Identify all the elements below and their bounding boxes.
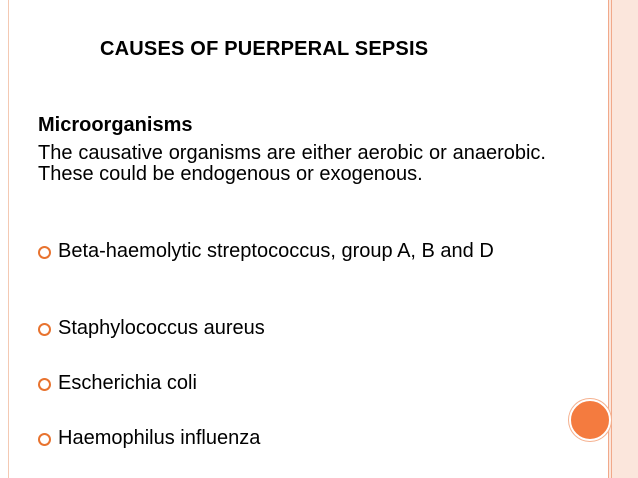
right-border-rule-outer — [608, 0, 609, 478]
bullet-text: Staphylococcus aureus — [58, 317, 265, 339]
slide-title: CAUSES OF PUERPERAL SEPSIS — [100, 38, 429, 60]
bullet-item — [38, 428, 548, 449]
bullet-item — [38, 241, 548, 262]
bullet-ring-icon — [38, 433, 51, 446]
right-border-rule-inner — [611, 0, 612, 478]
section-heading: Microorganisms — [38, 114, 193, 136]
bullet-ring-icon — [38, 246, 51, 259]
bullet-text: Haemophilus influenza — [58, 427, 261, 449]
bullet-ring-icon — [38, 378, 51, 391]
bullet-ring-icon — [38, 323, 51, 336]
bullet-item — [38, 318, 548, 339]
left-border-rule — [8, 0, 9, 478]
bullet-item — [38, 373, 548, 394]
bullet-text: Beta-haemolytic streptococcus, group A, B and D — [58, 240, 494, 262]
intro-paragraph: The causative organisms are either aerobic or anaerobic. These could be endogenous or exogenous. — [38, 142, 546, 185]
right-decorative-panel — [608, 0, 638, 478]
bullet-text: Escherichia coli — [58, 372, 197, 394]
orange-circle-ornament — [569, 399, 611, 441]
